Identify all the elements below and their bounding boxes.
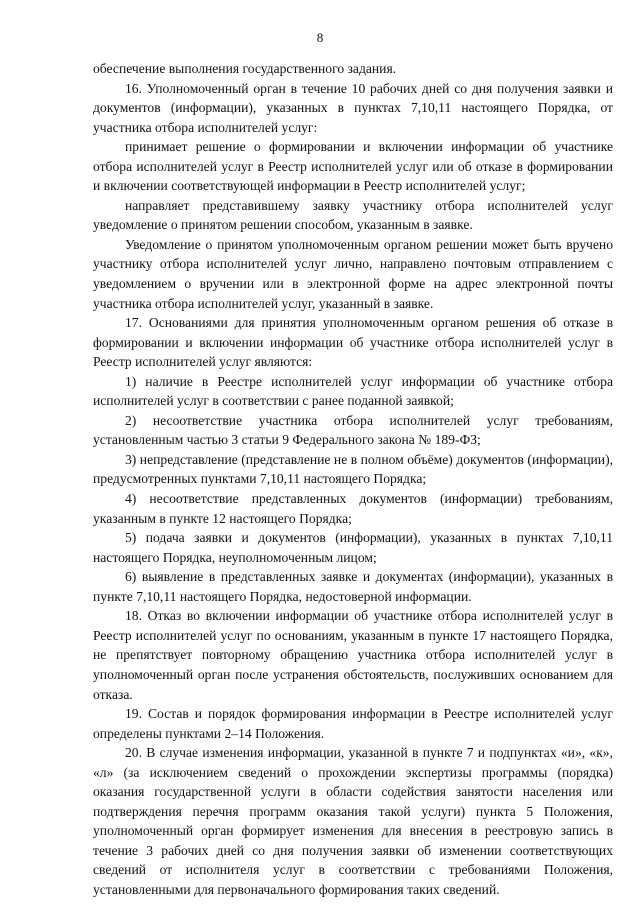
paragraph: 16. Уполномоченный орган в течение 10 рабочих дней со дня получения заявки и документов (информации), указанных в пунктах 7,10,11 настоящего Порядка, от участника отбора исполнителей услуг: xyxy=(93,80,613,135)
list-item: 4) несоответствие представленных документов (информации) требованиям, указанным в пункте 12 настоящего Порядка; xyxy=(93,491,613,526)
paragraph: обеспечение выполнения государственного задания. xyxy=(93,61,397,76)
list-item: 3) непредставление (представление не в полном объёме) документов (информации), предусмотренных пунктами 7,10,11 настоящего Порядка; xyxy=(93,451,613,487)
paragraph: направляет представившему заявку участнику отбора исполнителей услуг уведомление о принятом решении способом, указанным в заявке. xyxy=(93,197,613,233)
list-item: 1) наличие в Реестре исполнителей услуг информации об участнике отбора исполнителей услуг в соответствии с ранее поданной заявкой; xyxy=(93,373,613,409)
list-item: 6) выявление в представленных заявке и документах (информации), указанных в пункте 7,10,11 настоящего Порядка, недостоверной информации. xyxy=(93,569,613,604)
paragraph: 17. Основаниями для принятия уполномоченным органом решения об отказе в формировании и включении информации об участнике отбора исполнителей услуг в Реестр исполнителей услуг являются: xyxy=(93,315,613,370)
paragraph: принимает решение о формировании и включении информации об участнике отбора исполнителей услуг в Реестр исполнителей услуг или об отказе в формировании и включении соответствующей информации в Реестр исполнителей услуг; xyxy=(93,139,613,194)
list-item: 2) несоответствие участника отбора исполнителей услуг требованиям, установленным частью 3 статьи 9 Федерального закона № 189-ФЗ; xyxy=(93,412,613,448)
paragraph: 19. Состав и порядок формирования информации в Реестре исполнителей услуг определены пунктами 2–14 Положения. xyxy=(93,706,613,741)
document-body xyxy=(93,59,613,900)
list-item: 5) подача заявки и документов (информации), указанных в пунктах 7,10,11 настоящего Порядка, неуполномоченным лицом; xyxy=(93,530,613,565)
paragraph: 18. Отказ во включении информации об участнике отбора исполнителей услуг в Реестр исполнителей услуг по основаниям, указанным в пункте 17 настоящего Порядка, не препятствует повторному обращению участника отбора исполнителей услуг в уполномоченный орган после устранения обстоятельств, послуживших основанием для отказа. xyxy=(93,608,613,702)
page-number: 8 xyxy=(316,30,324,45)
paragraph: 20. В случае изменения информации, указанной в пункте 7 и подпунктах «и», «к», «л» (за исключением сведений о прохождении экспертизы программы (порядка) оказания государственной услуги в области содействия занятости населения или подтверждения перечня программ оказания такой услуги) пункта 5 Положения, уполномоченный орган формирует изменения для внесения в реестровую запись в течение 3 рабочих дней со дня получения заявки об изменении соответствующих сведений от исполнителя услуг в соответствии с требованиями Положения, установленными для первоначального формирования таких сведений. xyxy=(93,745,613,897)
paragraph: Уведомление о принятом уполномоченным органом решении может быть вручено участнику отбора исполнителей услуг лично, направлено почтовым отправлением с уведомлением о вручении или в электронной форме на адрес электронной почты участника отбора исполнителей услуг, указанный в заявке. xyxy=(93,236,613,311)
